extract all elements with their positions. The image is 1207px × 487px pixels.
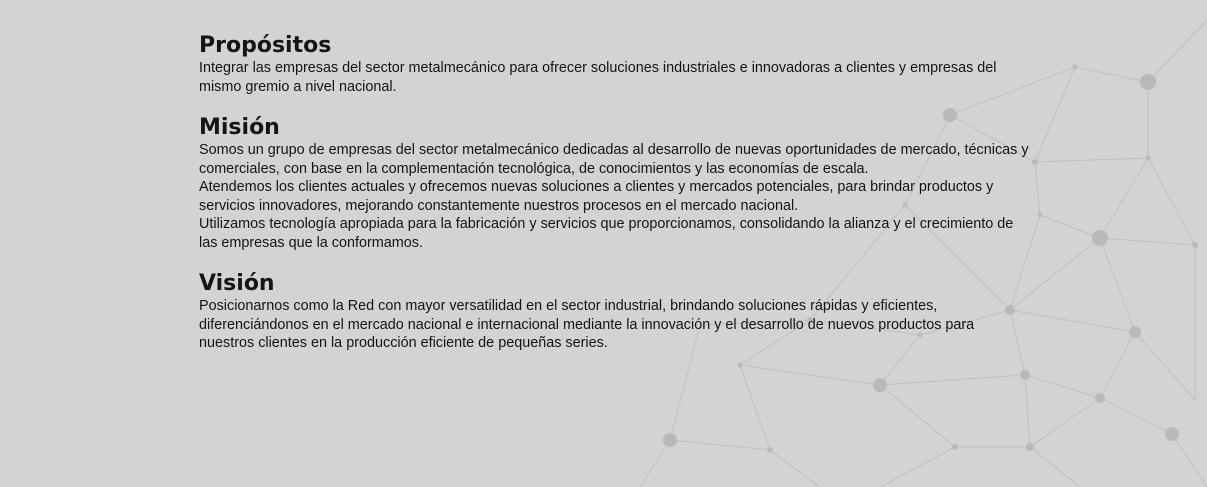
section-paragraph: Somos un grupo de empresas del sector metalmecánico dedicadas al desarrollo de nuevas oportunidades de mercado, técnicas y comerciales, con base en la complementación tecnológica, de conocimientos y las economías de escala. (199, 142, 1029, 177)
section-heading-mision: Misión (199, 115, 280, 140)
section-vision (199, 271, 1029, 353)
section-paragraph: Posicionarnos como la Red con mayor versatilidad en el sector industrial, brindando soluciones rápidas y eficientes, diferenciándonos en el mercado nacional e internacional mediante la innovación y el desarrollo de nuevos productos para nuestros clientes en la producción eficiente de pequeñas series. (199, 298, 975, 351)
section-propositos (199, 33, 1029, 96)
section-heading-propositos: Propósitos (199, 33, 332, 58)
section-paragraph: Utilizamos tecnología apropiada para la fabricación y servicios que proporcionamos, consolidando la alianza y el crecimiento de las empresas que la conformamos. (199, 216, 1014, 251)
section-heading-vision: Visión (199, 271, 275, 296)
content-area (199, 33, 1029, 372)
section-mision (199, 115, 1029, 252)
section-paragraph: Integrar las empresas del sector metalmecánico para ofrecer soluciones industriales e innovadoras a clientes y empresas del mismo gremio a nivel nacional. (199, 60, 997, 95)
section-paragraph: Atendemos los clientes actuales y ofrecemos nuevas soluciones a clientes y mercados potenciales, para brindar productos y servicios innovadores, mejorando constantemente nuestros procesos en el mercado nacional. (199, 179, 994, 214)
